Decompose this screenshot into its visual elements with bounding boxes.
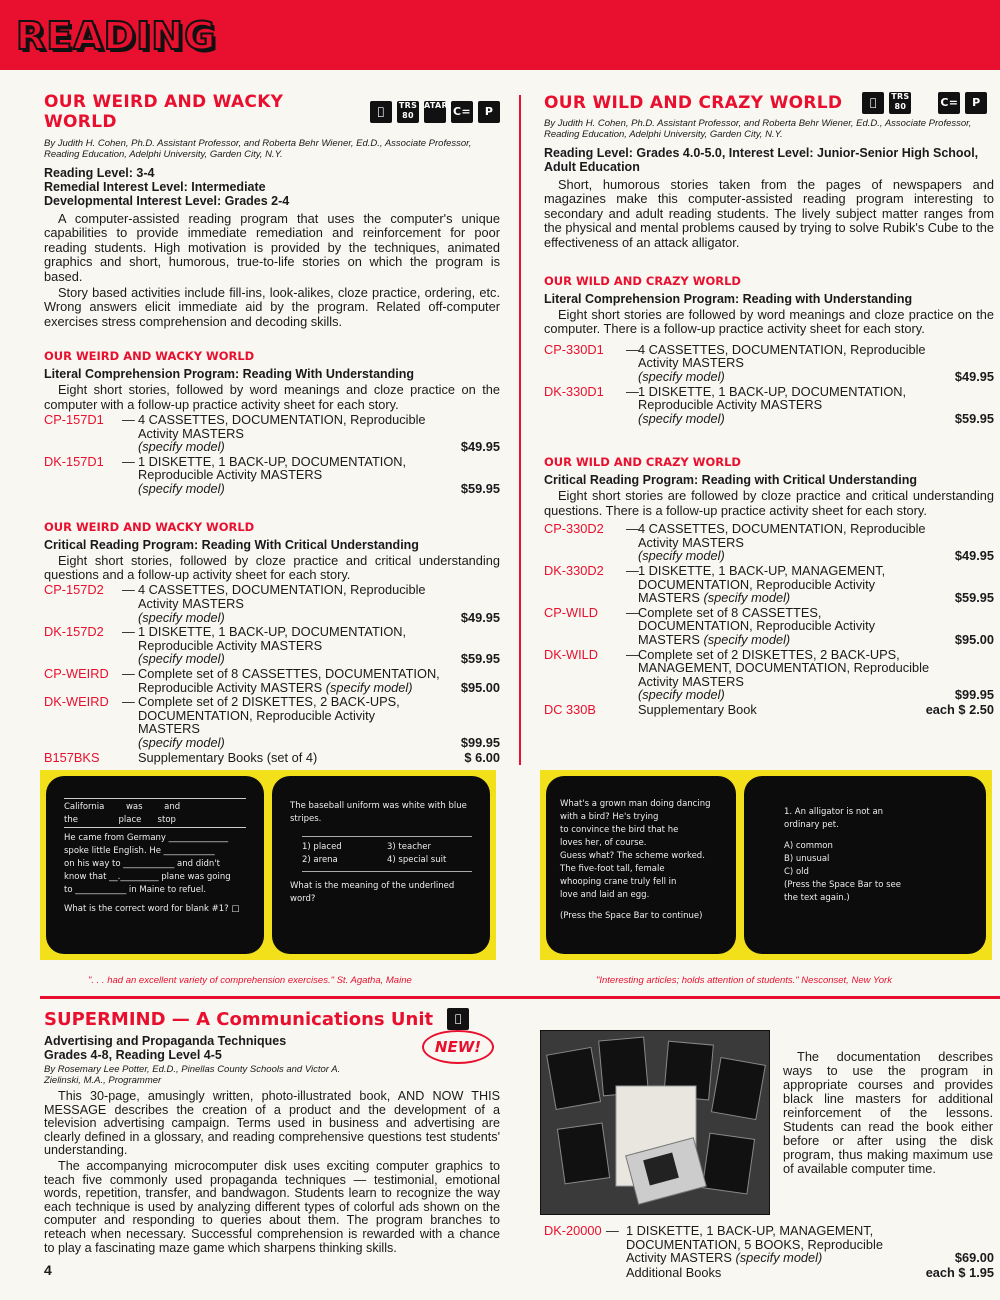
item-price: $49.95 (954, 369, 994, 385)
subsection-title: OUR WEIRD AND WACKY WORLD (44, 519, 255, 534)
item-price: each $ 1.95 (925, 1264, 994, 1280)
item-spec: (specify model) (638, 548, 725, 564)
item-description: 1 DISKETTE, 1 BACK-UP, DOCUMENTATION, Reproducible Activity MASTERS (138, 453, 407, 483)
product-title (44, 1008, 500, 1030)
platform-icons (370, 101, 500, 123)
product-code: CP-157D2 (44, 582, 104, 598)
item-description: Complete set of 8 CASSETTES, DOCUMENTATION, Reproducible Activity MASTERS (138, 666, 440, 695)
page-number: 4 (44, 1262, 52, 1278)
screen-line (784, 832, 946, 840)
authors: By Rosemary Lee Potter, Ed.D., Pinellas County Schools and Victor A. Zielinski, M.A., Programmer (44, 1064, 341, 1086)
screen-line: loves her, of course. (560, 838, 647, 848)
order-item: DK-330D2 — 1 DISKETTE, 1 BACK-UP, MANAGEMENT, DOCUMENTATION, Reproducible Activity MASTERS (specify model) $59.95 (544, 563, 994, 606)
screen-line: California was and (64, 798, 246, 814)
item-description: 4 CASSETTES, DOCUMENTATION, Reproducible Activity MASTERS (638, 341, 926, 371)
item-price: $59.95 (460, 481, 500, 497)
order-item (44, 751, 500, 765)
item-spec: (specify model) (138, 439, 225, 455)
subsection-description: Eight short stories, followed by word meanings and cloze practice on the computer with a follow-up practice activity sheet for each story. (44, 382, 500, 412)
screen-question: What is the correct word for blank #1? □ (64, 904, 240, 914)
authors: By Judith H. Cohen, Ph.D. Assistant Professor, and Roberta Behr Wiener, Ed.D., Associate Professor, Reading Education, Adelphi University, Garden City, N.Y. (544, 118, 972, 140)
testimonial-quote: "Interesting articles; holds attention of students." Nesconset, New York (596, 975, 892, 986)
screen-line: to ____________ in Maine to refuel. (64, 885, 207, 895)
order-item: DK-WEIRD — Complete set of 2 DISKETTES, 2 BACK-UPS, DOCUMENTATION, Reproducible Activity MASTERS (specify model) $99.95 (44, 694, 500, 750)
item-price: $ 6.00 (464, 749, 500, 765)
product-code: DK-330D1 (544, 383, 604, 399)
screen-line: C) old (784, 867, 809, 877)
order-list (44, 413, 500, 496)
item-spec: (specify model) (638, 687, 725, 703)
item-price: $49.95 (460, 609, 500, 625)
item-description: Complete set of 2 DISKETTES, 2 BACK-UPS, DOCUMENTATION, Reproducible Activity MASTERS (138, 694, 400, 737)
subsection-description: Eight short stories are followed by cloze practice and critical understanding questions. There is a follow-up practice activity sheet for each story. (544, 488, 994, 518)
screen-line: know that __._________ plane was going (64, 872, 231, 882)
screenshot-panel (540, 770, 992, 960)
trs80-icon: TRS 80 (397, 101, 419, 123)
product-code: CP-WEIRD (44, 666, 109, 681)
item-spec: (specify model) (138, 481, 225, 497)
answer-options (302, 836, 472, 872)
commodore-icon: C= (451, 101, 473, 123)
screen-line: What's a grown man doing dancing (560, 799, 711, 809)
order-item: CP-330D1 — 4 CASSETTES, DOCUMENTATION, Reproducible Activity MASTERS (specify model) $49.95 (544, 341, 994, 385)
subsection-heading: Critical Reading Program: Reading With Critical Understanding (44, 537, 419, 552)
product-code: DK-WILD (544, 646, 599, 662)
product-title-text: SUPERMIND — A Communications Unit (44, 1008, 434, 1030)
product-code: CP-330D2 (544, 521, 604, 537)
reading-level: Reading Level: Grades 4.0-5.0, Interest Level: Junior-Senior High School, Adult Education (544, 146, 979, 174)
order-list (44, 583, 500, 764)
apple-icon (862, 92, 884, 114)
apple-icon (447, 1008, 469, 1030)
item-spec: (specify model) (638, 410, 725, 426)
program-screen (272, 776, 490, 954)
order-item: CP-WEIRD — Complete set of 8 CASSETTES, DOCUMENTATION, Reproducible Activity MASTERS (specify model) $95.00 (44, 666, 500, 695)
product-title-text: OUR WILD AND CRAZY WORLD (544, 93, 843, 113)
screenshot-panel (40, 770, 496, 960)
order-item (544, 1266, 994, 1280)
subsection-title: OUR WILD AND CRAZY WORLD (544, 274, 741, 289)
product-code: DK-20000 (544, 1223, 602, 1238)
product-title (544, 92, 994, 114)
item-description: 4 CASSETTES, DOCUMENTATION, Reproducible Activity MASTERS (638, 521, 926, 550)
section-title: READING (16, 14, 217, 58)
answer-option: 1) placed (302, 842, 342, 852)
item-price: $59.95 (954, 590, 994, 606)
testimonial-quote: ". . . had an excellent variety of comprehension exercises." St. Agatha, Maine (88, 975, 412, 986)
answer-option: 2) arena (302, 855, 338, 865)
order-item: DK-WILD — Complete set of 2 DISKETTES, 2 BACK-UPS, MANAGEMENT, DOCUMENTATION, Reproducible Activity MASTERS (specify model) $99.95 (544, 646, 994, 703)
product-code: DC 330B (544, 701, 596, 717)
item-spec: (specify model) (703, 590, 791, 606)
item-spec: (specify model) (138, 734, 225, 750)
subsection-title: OUR WILD AND CRAZY WORLD (544, 455, 741, 470)
item-description: 1 DISKETTE, 1 BACK-UP, DOCUMENTATION, Reproducible Activity MASTERS (138, 624, 407, 653)
product-photo-illustration (541, 1031, 770, 1215)
item-price: $49.95 (460, 439, 500, 455)
item-description: 1 DISKETTE, 1 BACK-UP, MANAGEMENT, DOCUMENTATION, Reproducible Activity MASTERS (638, 563, 886, 606)
screen-line (560, 902, 722, 910)
screen-line: the place stop (64, 814, 246, 828)
description: Story based activities include fill-ins, look-alikes, cloze practice, ordering, etc. Wrong answers elicit immediate aid by the program. Related off-computer exercises stress comprehension and decoding skills. (44, 285, 500, 329)
item-price: $49.95 (954, 548, 994, 564)
screen-line: (Press the Space Bar to continue) (560, 911, 703, 921)
description: Short, humorous stories taken from the pages of newspapers and magazines make this computer-assisted reading program interesting to secondary and adult reading students. The lively subject matter ranges from the physical and mental problems caused by trying to solve Rubik's Cube to the effectiveness of an attack alligator. (544, 177, 994, 250)
subtitle: Advertising and Propaganda Techniques (44, 1034, 287, 1048)
product-code: CP-WILD (544, 604, 599, 620)
screen-line: spoke little English. He ____________ (64, 846, 215, 856)
authors: By Judith H. Cohen, Ph.D. Assistant Professor, and Roberta Behr Wiener, Ed.D., Associate Professor, Reading Education, Adelphi University, Garden City, N.Y. (44, 138, 472, 160)
product-title-text: OUR WEIRD AND WACKY WORLD (44, 92, 284, 132)
description: A computer-assisted reading program that uses the computer's unique capabilities to provide immediate remediation and reinforcement for poor reading students. High motivation is provided by the techniques, animated graphics and short, humorous, true-to-life stories on which the program is based. (44, 211, 500, 284)
order-item (544, 703, 994, 717)
order-item: CP-330D2 — 4 CASSETTES, DOCUMENTATION, Reproducible Activity MASTERS (specify model) $49.95 (544, 521, 994, 564)
item-price: $99.95 (954, 687, 994, 703)
item-description: 1 DISKETTE, 1 BACK-UP, DOCUMENTATION, Reproducible Activity MASTERS (638, 383, 907, 413)
item-price: $59.95 (954, 410, 994, 426)
order-item: DK-157D1 — 1 DISKETTE, 1 BACK-UP, DOCUMENTATION, Reproducible Activity MASTERS (specify model) $59.95 (44, 453, 500, 497)
trs80-icon: TRS 80 (889, 92, 911, 114)
screen-question: What is the meaning of the underlined word? (290, 881, 455, 904)
product-code: DK-157D2 (44, 624, 104, 640)
product-code: CP-330D1 (544, 341, 604, 357)
product-code: DK-WEIRD (44, 694, 109, 710)
program-screen (546, 776, 736, 954)
remedial-level: Remedial Interest Level: Intermediate (44, 180, 266, 194)
answer-option: 3) teacher (387, 842, 431, 852)
subsection-heading: Critical Reading Program: Reading with Critical Understanding (544, 473, 917, 488)
item-description: 4 CASSETTES, DOCUMENTATION, Reproducible Activity MASTERS (138, 412, 426, 441)
item-description: Supplementary Books (set of 4) (138, 749, 318, 765)
item-price: $95.00 (460, 679, 500, 695)
developmental-level: Developmental Interest Level: Grades 2-4 (44, 194, 290, 208)
program-screen (46, 776, 264, 954)
item-description: Supplementary Book (638, 701, 757, 717)
screen-line: on his way to ____________ and didn't (64, 859, 220, 869)
order-item: DK-157D2 — 1 DISKETTE, 1 BACK-UP, DOCUMENTATION, Reproducible Activity MASTERS (specify model) $59.95 (44, 624, 500, 667)
screen-line: whooping crane truly fell in (560, 877, 677, 887)
screen-line: (Press the Space Bar to see (784, 880, 902, 890)
order-item: CP-157D1 — 4 CASSETTES, DOCUMENTATION, Reproducible Activity MASTERS (specify model) $49.95 (44, 412, 500, 455)
commodore-icon: C= (938, 92, 960, 114)
reading-level: Reading Level: 3-4 (44, 166, 155, 180)
item-description: 1 DISKETTE, 1 BACK-UP, MANAGEMENT, DOCUMENTATION, 5 BOOKS, Reproducible Activity MASTERS (626, 1223, 883, 1266)
screen-line: with a bird? He's trying (560, 812, 659, 822)
pet-icon: P (965, 92, 987, 114)
photo-description: The documentation describes ways to use the program in appropriate courses and provides black line masters for additional reinforcement of the lessons. Students can read the book either before or after using the disk program, thus making maximum use of available computer time. (783, 1049, 993, 1176)
order-list (544, 1223, 994, 1279)
screen-line: to convince the bird that he (560, 825, 679, 835)
platform-icons (862, 92, 987, 114)
screen-line: The five-foot tall, female (560, 864, 665, 874)
description: This 30-page, amusingly written, photo-illustrated book, AND NOW THIS MESSAGE describes the creation of a product and the development of a television advertising campaign. Terms used in business and advertising are clearly defined in a glossary, and reading comprehensive questions test students' understanding. (44, 1089, 500, 1158)
item-price: $95.00 (954, 631, 994, 647)
screen-line: 1. An alligator is not an (784, 807, 884, 817)
section-divider (40, 996, 1000, 999)
item-spec: (specify model) (638, 369, 725, 385)
item-spec: (specify model) (735, 1250, 823, 1266)
subsection-heading: Literal Comprehension Program: Reading with Understanding (544, 292, 913, 307)
left-column (44, 92, 500, 764)
item-price: $59.95 (460, 651, 500, 667)
product-code: B157BKS (44, 749, 100, 765)
item-description: Additional Books (626, 1264, 722, 1280)
right-column (544, 92, 994, 717)
item-description: Complete set of 8 CASSETTES, DOCUMENTATION, Reproducible Activity MASTERS (638, 604, 876, 647)
product-code: CP-157D1 (44, 412, 104, 428)
product-code: DK-330D2 (544, 563, 604, 578)
item-spec: (specify model) (138, 609, 225, 625)
order-item: DK-330D1 — 1 DISKETTE, 1 BACK-UP, DOCUMENTATION, Reproducible Activity MASTERS (specify model) $59.95 (544, 383, 994, 426)
screen-sentence: The baseball uniform was white with blue stripes. (290, 801, 467, 824)
item-spec: (specify model) (325, 679, 413, 695)
item-spec: (specify model) (138, 651, 225, 667)
product-title (44, 92, 500, 132)
answer-option: 4) special suit (387, 855, 447, 865)
description: The accompanying microcomputer disk uses exciting computer graphics to teach five commonly used propaganda techniques — testimonial, emotional words, repetition, transfer, and bandwagon. Students learn to recognize the way each technique is used by analyzing different types of colorful ads shown on the computer and responding to queries about them. The program branches to reteach when necessary. Successful comprehension is rewarded with a chance to play a fascinating maze game which sharpens thinking skills. (44, 1158, 500, 1255)
item-description: 4 CASSETTES, DOCUMENTATION, Reproducible Activity MASTERS (138, 582, 426, 612)
subsection-title: OUR WEIRD AND WACKY WORLD (44, 349, 255, 364)
program-screen (744, 776, 986, 954)
screen-line: ordinary pet. (784, 820, 839, 830)
screen-line: the text again.) (784, 893, 850, 903)
screen-line: He came from Germany ______________ (64, 833, 229, 843)
subsection-description: Eight short stories are followed by word meanings and cloze practice on the computer. There is a follow-up practice activity sheet for each story. (544, 307, 994, 337)
order-item: DK-20000 — 1 DISKETTE, 1 BACK-UP, MANAGEMENT, DOCUMENTATION, 5 BOOKS, Reproducible Activity MASTERS (specify model) $69.00 (544, 1223, 994, 1266)
pet-icon: P (478, 101, 500, 123)
subsection-description: Eight short stories, followed by cloze practice and critical understanding questions and a follow-up activity sheet for each story. (44, 552, 500, 583)
subsection-heading: Literal Comprehension Program: Reading With Understanding (44, 367, 415, 382)
apple-icon (370, 101, 392, 123)
order-item: CP-157D2 — 4 CASSETTES, DOCUMENTATION, Reproducible Activity MASTERS (specify model) $49.95 (44, 582, 500, 625)
product-code: DK-157D1 (44, 453, 104, 469)
screen-line: B) unusual (784, 854, 830, 864)
product-photo (540, 1030, 770, 1215)
screen-line: A) common (784, 841, 833, 851)
column-divider (519, 95, 521, 765)
item-price: $99.95 (460, 734, 500, 750)
order-item: CP-WILD — Complete set of 8 CASSETTES, DOCUMENTATION, Reproducible Activity MASTERS (specify model) $95.00 (544, 604, 994, 647)
item-price: each $ 2.50 (925, 701, 994, 717)
item-description: Complete set of 2 DISKETTES, 2 BACK-UPS, MANAGEMENT, DOCUMENTATION, Reproducible Activity MASTERS (638, 646, 930, 689)
grade-level: Grades 4-8, Reading Level 4-5 (44, 1048, 222, 1062)
screen-line: love and laid an egg. (560, 890, 650, 900)
item-spec: (specify model) (703, 631, 791, 647)
order-list (544, 522, 994, 716)
atari-icon: ATARI (424, 101, 446, 123)
new-badge: NEW! (422, 1030, 494, 1064)
screen-line: Guess what? The scheme worked. (560, 851, 705, 861)
order-list (544, 343, 994, 426)
item-price: $69.00 (954, 1250, 994, 1266)
